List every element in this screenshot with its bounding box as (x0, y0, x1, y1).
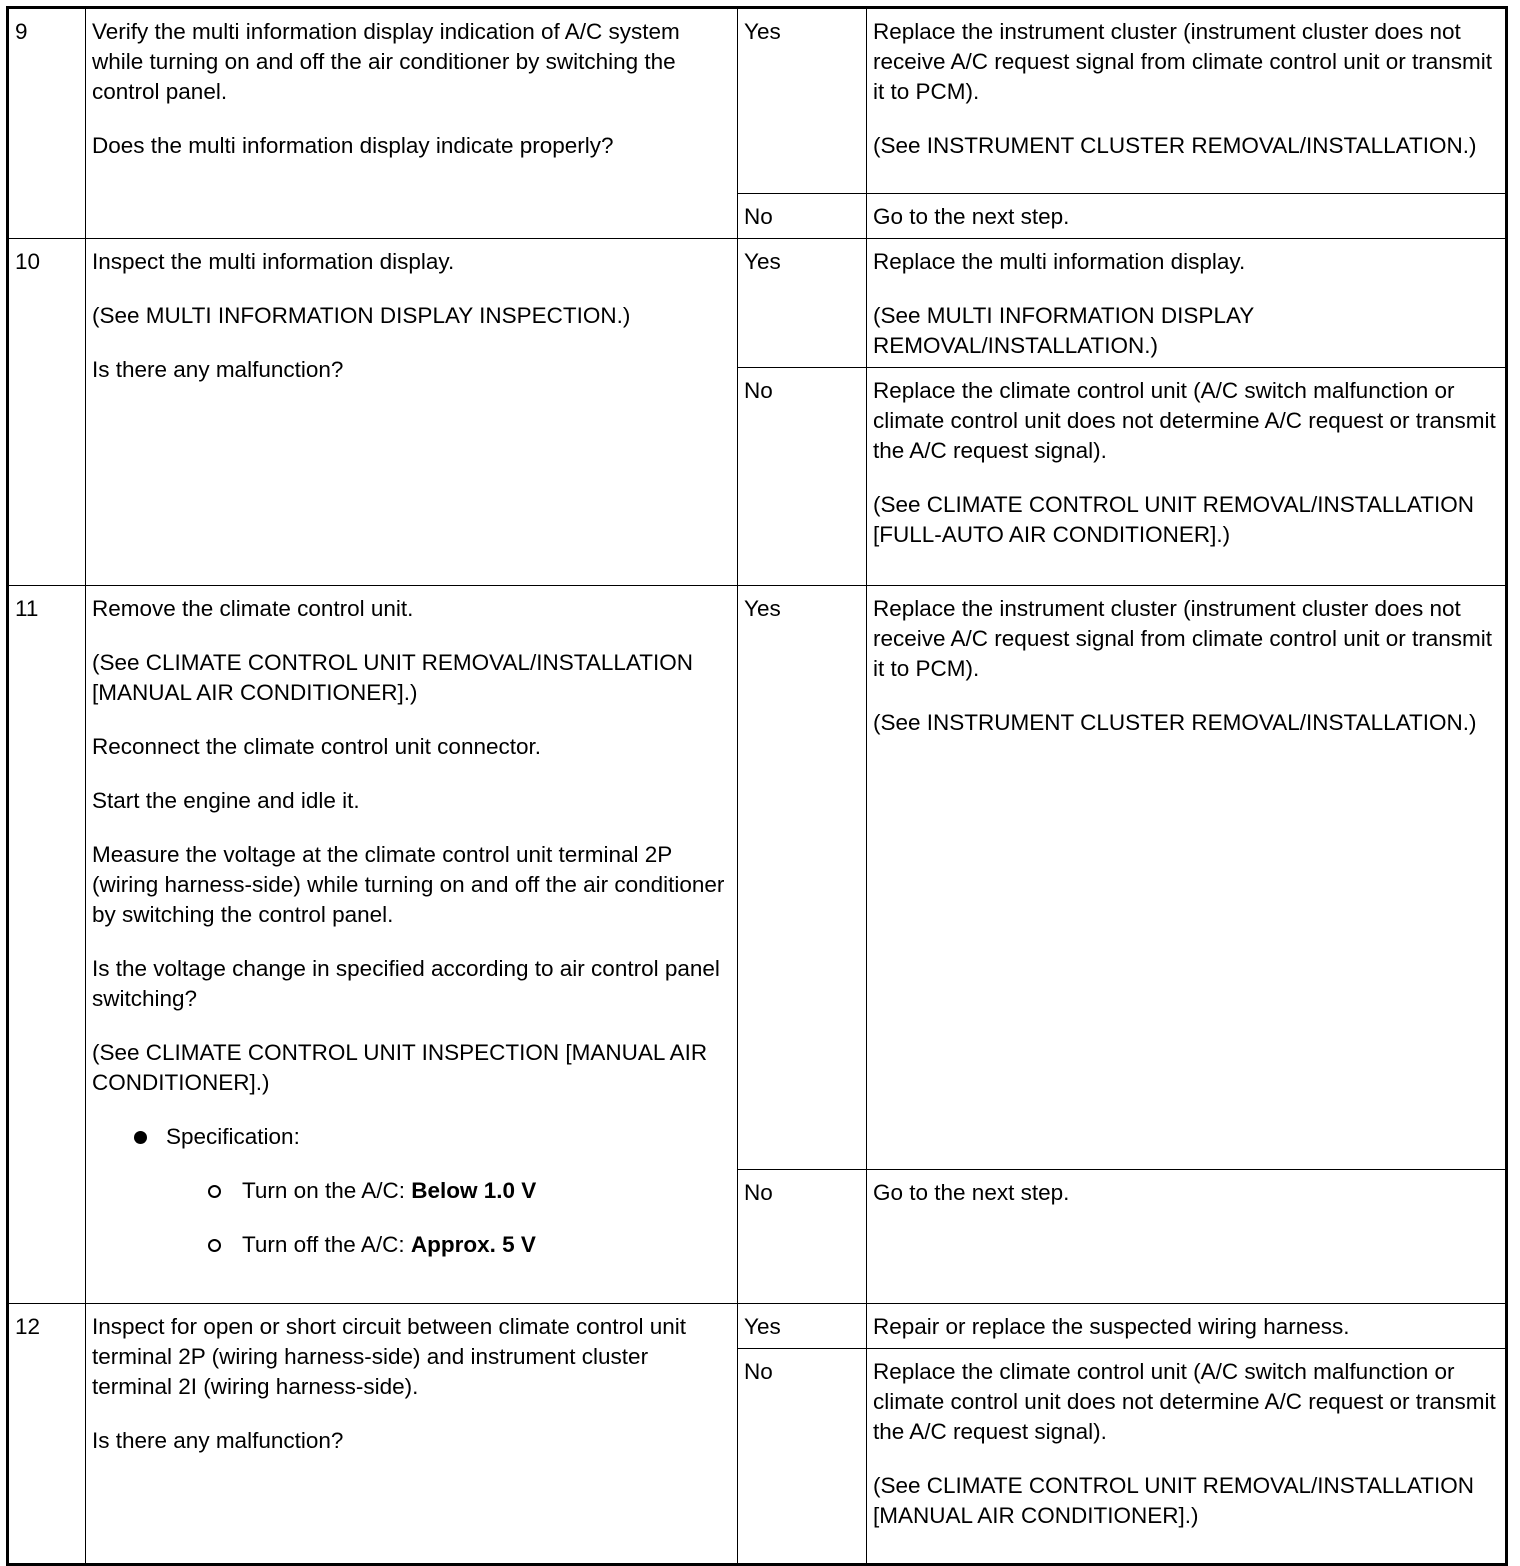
troubleshooting-table (6, 6, 1508, 1566)
answer-no: No (738, 194, 867, 239)
result-text: Replace the climate control unit (A/C switch malfunction or climate control unit does not determine A/C request or transmit the A/C request signal). (873, 378, 1496, 463)
specification-label: Specification: (166, 1124, 300, 1149)
answer-no: No (738, 368, 867, 586)
action-text: Start the engine and idle it. (92, 788, 360, 813)
step-number: 12 (8, 1304, 86, 1565)
table-row (8, 1304, 1507, 1349)
result-no (867, 1170, 1507, 1304)
action-text: Verify the multi information display indication of A/C system while turning on and off the air conditioner by switching the control panel. (92, 19, 680, 104)
result-reference: (See INSTRUMENT CLUSTER REMOVAL/INSTALLATION.) (873, 710, 1477, 735)
step-action (86, 1304, 738, 1565)
result-text: Repair or replace the suspected wiring harness. (873, 1314, 1350, 1339)
result-yes (867, 8, 1507, 194)
circle-bullet-icon (208, 1185, 221, 1198)
result-yes (867, 239, 1507, 368)
result-reference: (See CLIMATE CONTROL UNIT REMOVAL/INSTALLATION [MANUAL AIR CONDITIONER].) (873, 1473, 1474, 1528)
result-reference: (See MULTI INFORMATION DISPLAY REMOVAL/INSTALLATION.) (873, 303, 1254, 358)
bullet-icon (134, 1131, 147, 1144)
list-item (208, 1176, 731, 1206)
step-number: 10 (8, 239, 86, 586)
list-item (208, 1230, 731, 1260)
answer-yes: Yes (738, 8, 867, 194)
table-row (8, 8, 1507, 194)
answer-yes: Yes (738, 1304, 867, 1349)
step-number: 11 (8, 586, 86, 1304)
table-row (8, 586, 1507, 1170)
step-action (86, 8, 738, 239)
result-text: Replace the climate control unit (A/C switch malfunction or climate control unit does not determine A/C request or transmit the A/C request signal). (873, 1359, 1496, 1444)
spec-condition: Turn off the A/C: (242, 1232, 411, 1257)
result-text: Replace the multi information display. (873, 249, 1246, 274)
spec-condition: Turn on the A/C: (242, 1178, 412, 1203)
action-question: Is there any malfunction? (92, 357, 344, 382)
specification-item (132, 1122, 731, 1260)
action-text: Reconnect the climate control unit connector. (92, 734, 542, 759)
action-question: Is there any malfunction? (92, 1428, 344, 1453)
step-number: 9 (8, 8, 86, 239)
result-no (867, 368, 1507, 586)
action-text: Measure the voltage at the climate control unit terminal 2P (wiring harness-side) while turning on and off the air conditioner by switching the control panel. (92, 842, 725, 927)
action-reference: (See MULTI INFORMATION DISPLAY INSPECTION.) (92, 303, 631, 328)
result-text: Replace the instrument cluster (instrument cluster does not receive A/C request signal from climate control unit or transmit it to PCM). (873, 596, 1492, 681)
result-reference: (See CLIMATE CONTROL UNIT REMOVAL/INSTALLATION [FULL-AUTO AIR CONDITIONER].) (873, 492, 1474, 547)
action-reference: (See CLIMATE CONTROL UNIT INSPECTION [MANUAL AIR CONDITIONER].) (92, 1040, 708, 1095)
answer-no: No (738, 1170, 867, 1304)
circle-bullet-icon (208, 1239, 221, 1252)
step-action (86, 239, 738, 586)
result-yes (867, 1304, 1507, 1349)
spec-value: Below 1.0 V (411, 1178, 537, 1203)
answer-no: No (738, 1349, 867, 1565)
result-reference: (See INSTRUMENT CLUSTER REMOVAL/INSTALLATION.) (873, 133, 1477, 158)
action-text: Inspect for open or short circuit between climate control unit terminal 2P (wiring harness-side) and instrument cluster terminal 2I (wiring harness-side). (92, 1314, 687, 1399)
action-text: Remove the climate control unit. (92, 596, 414, 621)
result-no (867, 1349, 1507, 1565)
action-question: Is the voltage change in specified according to air control panel switching? (92, 956, 720, 1011)
result-text: Go to the next step. (873, 1180, 1070, 1205)
action-reference: (See CLIMATE CONTROL UNIT REMOVAL/INSTALLATION [MANUAL AIR CONDITIONER].) (92, 650, 693, 705)
result-no (867, 194, 1507, 239)
action-question: Does the multi information display indicate properly? (92, 133, 614, 158)
spec-value: Approx. 5 V (410, 1232, 536, 1257)
specification-values (166, 1176, 731, 1260)
result-text: Go to the next step. (873, 204, 1070, 229)
step-action (86, 586, 738, 1304)
table-row (8, 239, 1507, 368)
specification-list (92, 1122, 731, 1260)
action-text: Inspect the multi information display. (92, 249, 455, 274)
result-yes (867, 586, 1507, 1170)
answer-yes: Yes (738, 239, 867, 368)
result-text: Replace the instrument cluster (instrument cluster does not receive A/C request signal from climate control unit or transmit it to PCM). (873, 19, 1492, 104)
answer-yes: Yes (738, 586, 867, 1170)
